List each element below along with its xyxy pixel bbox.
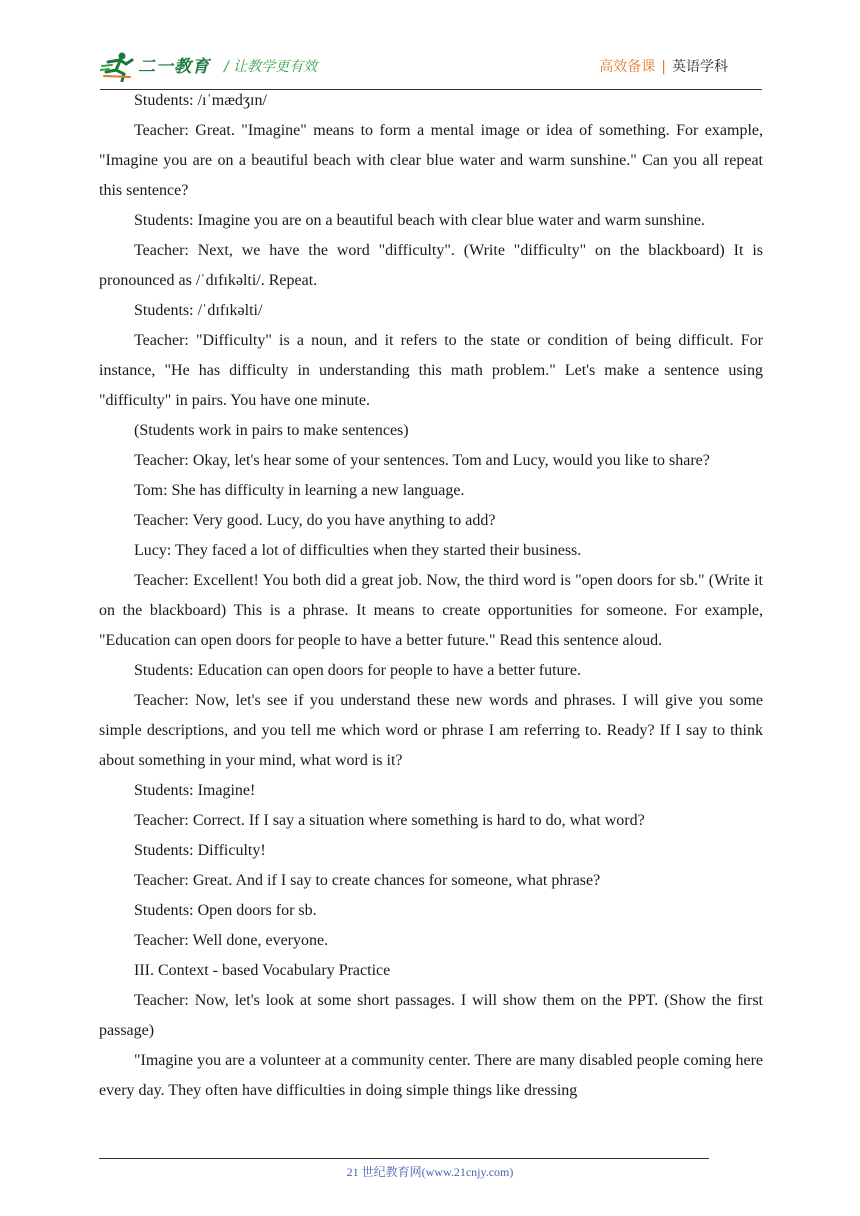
header-slogan: / 让教学更有效 [224,59,318,75]
paragraph: Teacher: Now, let's see if you understand these new words and phrases. I will give you some simple descriptions, and you tell me which word or phrase I am referring to. Ready? If I say to think about something in your mind, what word is it? [99,692,763,769]
paragraph: Lucy: They faced a lot of difficulties when they started their business. [134,542,582,559]
footer-divider [99,1158,709,1159]
document-body [99,86,763,1106]
paragraph: Teacher: Okay, let's hear some of your sentences. Tom and Lucy, would you like to share? [134,452,710,469]
paragraph: Teacher: Very good. Lucy, do you have anything to add? [134,512,496,529]
paragraph: Students: Difficulty! [134,842,266,859]
section-heading: III. Context - based Vocabulary Practice [134,962,391,979]
paragraph: "Imagine you are a volunteer at a community center. There are many disabled people coming here every day. They often have difficulties in doing simple things like dressing [99,1052,763,1099]
header-separator: | [661,59,666,75]
page-footer: 21 世纪教育网(www.21cnjy.com) [346,1165,514,1179]
logo-text: 二一教育 [138,57,210,77]
paragraph: Teacher: Next, we have the word "difficulty". (Write "difficulty" on the blackboard) It is pronounced as /ˈdɪfɪkəlti/. Repeat. [99,242,763,289]
paragraph: Teacher: "Difficulty" is a noun, and it refers to the state or condition of being difficult. For instance, "He has difficulty in understanding this math problem." Let's make a sentence using "difficulty" in pairs. You have one minute. [99,332,763,409]
paragraph: (Students work in pairs to make sentences) [134,422,409,439]
paragraph: Tom: She has difficulty in learning a new language. [134,482,465,499]
paragraph: Students: Imagine! [134,782,256,799]
paragraph: Students: Education can open doors for people to have a better future. [134,662,581,679]
header-tag-lesson: 高效备课 [599,59,656,75]
paragraph: Teacher: Now, let's look at some short passages. I will show them on the PPT. (Show the first passage) [99,992,763,1039]
page-header [100,44,762,90]
paragraph: Teacher: Correct. If I say a situation where something is hard to do, what word? [134,812,645,829]
paragraph: Students: Open doors for sb. [134,902,317,919]
paragraph: Students: Imagine you are on a beautiful beach with clear blue water and warm sunshine. [134,212,705,229]
header-tag-subject: 英语学科 [672,59,728,75]
paragraph: Teacher: Great. "Imagine" means to form a mental image or idea of something. For example, "Imagine you are on a beautiful beach with clear blue water and warm sunshine." Can you all repeat this sentence? [99,122,763,199]
paragraph: Teacher: Great. And if I say to create chances for someone, what phrase? [134,872,601,889]
header-tags [599,56,728,76]
paragraph: Teacher: Well done, everyone. [134,932,329,949]
paragraph: Students: /ˈdɪfɪkəlti/ [134,302,263,319]
paragraph: Students: /ɪˈmædʒɪn/ [134,92,267,109]
paragraph: Teacher: Excellent! You both did a great job. Now, the third word is "open doors for sb." (Write it on the blackboard) This is a phrase. It means to create opportunities for someone. For example, "Education can open doors for people to have a better future." Read this sentence aloud. [99,572,763,649]
